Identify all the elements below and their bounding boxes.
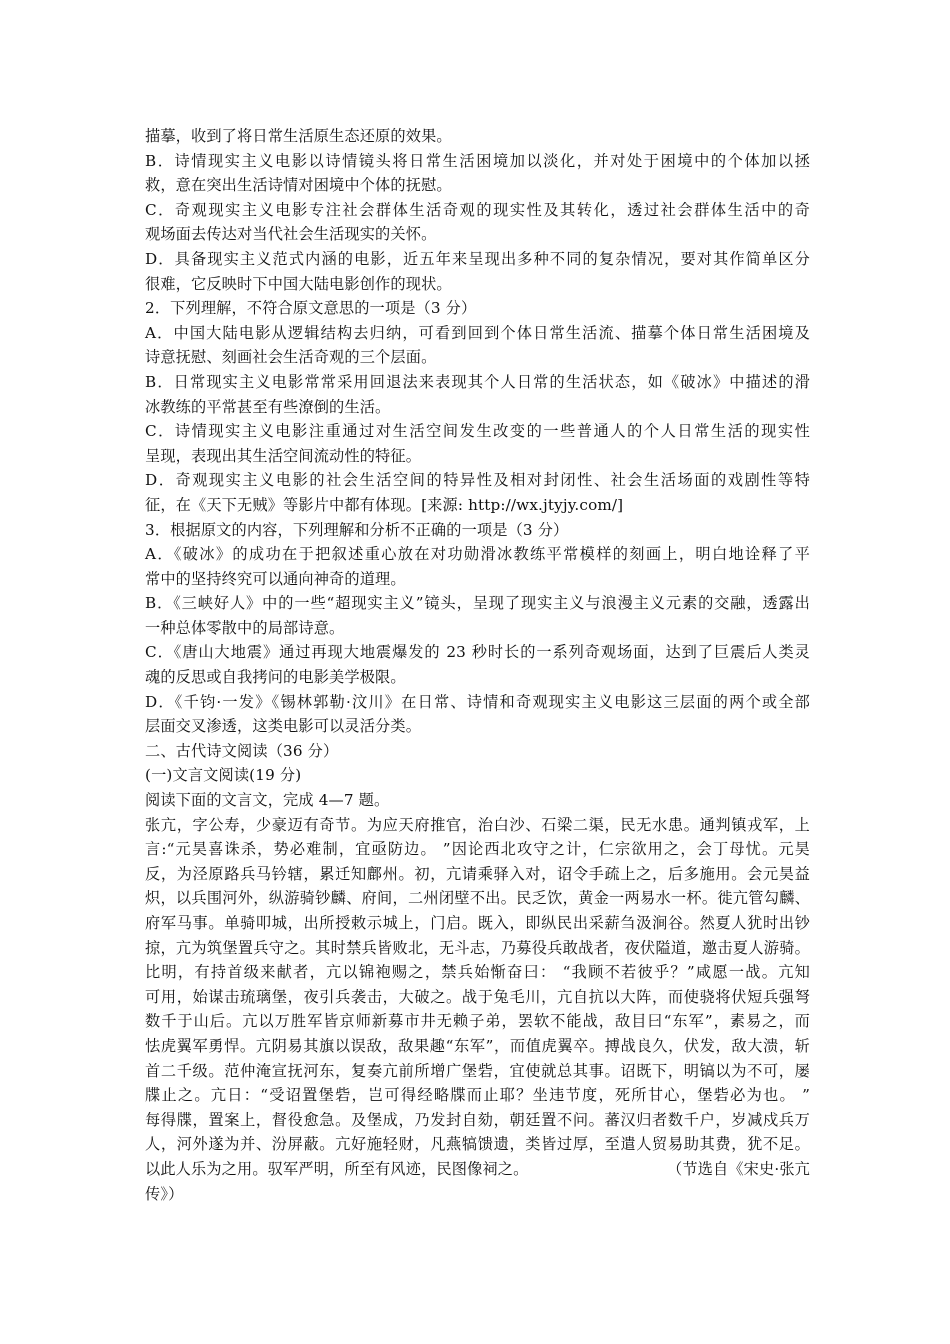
text-line: 描摹，收到了将日常生活原生态还原的效果。 — [145, 127, 452, 145]
section-heading: 二、古代诗文阅读（36 分） — [145, 741, 339, 760]
passage-line: 数千于山后。亢以万胜军皆京师新募市井无赖子弟，罢软不能战，敌目曰“东军”，素易之，而 — [145, 1012, 810, 1031]
option-b-line: B．诗情现实主义电影以诗情镜头将日常生活困境加以淡化，并对处于困境中的个体加以拯 — [145, 151, 810, 170]
source-attribution: （节选自《宋史·张亢 — [666, 1159, 810, 1178]
option-b-line: B．日常现实主义电影常常采用回退法来表现其个人日常的生活状态，如《破冰》中描述的滑 — [145, 372, 810, 391]
passage-source-line — [145, 1157, 810, 1182]
passage-line: 炽，以兵围河外，纵游骑钞麟、府间，二州闭壁不出。民乏饮，黄金一两易水一杯。徙亢管勾麟、 — [145, 889, 810, 908]
text-line: 很难，它反映时下中国大陆电影创作的现状。 — [145, 274, 452, 293]
passage-line: 可用，始谋击琉璃堡，夜引兵袭击，大破之。战于兔毛川，亢自抗以大阵，而使骁将伏短兵强弩 — [145, 987, 810, 1006]
option-c-line: C．奇观现实主义电影专注社会群体生活奇观的现实性及其转化，透过社会群体生活中的奇 — [145, 200, 810, 219]
subsection-heading: (一)文言文阅读(19 分) — [145, 766, 302, 785]
instruction-line: 阅读下面的文言文，完成 4—7 题。 — [145, 791, 390, 810]
option-c-line: C．诗情现实主义电影注重通过对生活空间发生改变的一些普通人的个人日常生活的现实性 — [145, 422, 810, 441]
text-line: 救，意在突出生活诗情对困境中个体的抚慰。 — [145, 176, 452, 195]
option-d-line: D．《千钧·一发》《锡林郭勒·汶川》在日常、诗情和奇观现实主义电影这三层面的两个或全部 — [145, 692, 810, 711]
text-line: 征，在《天下无贼》等影片中都有体现。[来源: http://wx.jtyjy.com/] — [145, 495, 624, 514]
passage-line: 首二千级。范仲淹宣抚河东，复奏亢前所增广堡砦，宜使就总其事。诏既下，明镐以为不可，屡 — [145, 1061, 810, 1080]
passage-line-end: 以此人乐为之用。驭军严明，所至有风迹，民图像祠之。 — [145, 1159, 529, 1178]
text-line: 诗意抚慰、刻画社会生活奇观的三个层面。 — [145, 348, 437, 367]
passage-line: 反，为泾原路兵马钤辖，累迁知鄜州。初，亢请乘驿入对，诏令手疏上之，后多施用。会元昊益 — [145, 864, 810, 883]
passage-line: 府军马事。单骑叩城，出所授敕示城上，门启。既入，即纵民出采薪刍汲涧谷。然夏人犹时出钞 — [145, 914, 810, 932]
text-line: 层面交叉渗透，这类电影可以灵活分类。 — [145, 717, 422, 736]
document-page — [145, 124, 810, 1206]
option-d-line: D．具备现实主义范式内涵的电影，近五年来呈现出多种不同的复杂情况，要对其作简单区分 — [145, 249, 810, 268]
option-a-line: A．《破冰》的成功在于把叙述重心放在对功勋滑冰教练平常模样的刻画上，明白地诠释了平 — [145, 545, 810, 564]
option-a-line: A．中国大陆电影从逻辑结构去归纳，可看到回到个体日常生活流、描摹个体日常生活困境及 — [145, 323, 810, 342]
passage-line: 每得牒，置案上，督役愈急。及堡成，乃发封自劾，朝廷置不问。蕃汉归者数千户，岁减戍兵万 — [145, 1110, 810, 1129]
passage-line: 张亢，字公寿，少豪迈有奇节。为应天府推官，治白沙、石梁二渠，民无水患。通判镇戎军，上 — [145, 815, 810, 834]
text-line: 呈现，表现出其生活空间流动性的特征。 — [145, 446, 422, 465]
option-c-line: C．《唐山大地震》通过再现大地震爆发的 23 秒时长的一系列奇观场面，达到了巨震后人类灵 — [145, 643, 810, 662]
question-3-title: 3．根据原文的内容，下列理解和分析不正确的一项是（3 分） — [145, 520, 569, 539]
passage-line: 掠，亢为筑堡置兵守之。其时禁兵皆败北，无斗志，乃募役兵敢战者，夜伏隘道，邀击夏人游骑。 — [145, 938, 810, 957]
text-line: 常中的坚持终究可以通向神奇的道理。 — [145, 569, 406, 588]
passage-line: 牒止之。亢日：“受诏置堡砦，岂可得经略牒而止耶？坐违节度，死所甘心，堡砦必为也。 ” — [145, 1086, 810, 1105]
text-line: 一种总体零散中的局部诗意。 — [145, 618, 345, 637]
option-d-line: D．奇观现实主义电影的社会生活空间的特异性及相对封闭性、社会生活场面的戏剧性等特 — [145, 471, 810, 490]
text-line: 魂的反思或自我拷问的电影美学极限。 — [145, 668, 406, 687]
question-2-title: 2．下列理解，不符合原文意思的一项是（3 分） — [145, 299, 477, 318]
passage-line: 比明，有持首级来献者，亢以锦袍赐之，禁兵始惭奋曰： “我顾不若彼乎？”咸愿一战。亢知 — [145, 963, 810, 982]
passage-line: 人，河外遂为并、汾屏蔽。亢好施轻财，凡燕犒馈遗，类皆过厚，至遣人贸易助其费，犹不足。 — [145, 1135, 810, 1154]
passage-line: 怯虎翼军勇悍。亢阴易其旗以误敌，敌果趣“东军”，而值虎翼卒。搏战良久，伏发，敌大溃，斩 — [145, 1036, 810, 1055]
text-line: 观场面去传达对当代社会生活现实的关怀。 — [145, 225, 437, 244]
text-line: 冰教练的平常甚至有些潦倒的生活。 — [145, 397, 391, 416]
source-attribution-end: 传》） — [145, 1184, 184, 1203]
option-b-line: B．《三峡好人》中的一些“超现实主义”镜头，呈现了现实主义与浪漫主义元素的交融，透露出 — [145, 594, 810, 613]
passage-line: 言:“元昊喜诛杀，势必难制，宜亟防边。 ”因论西北攻守之计，仁宗欲用之，会丁母忧。元昊 — [145, 840, 810, 859]
